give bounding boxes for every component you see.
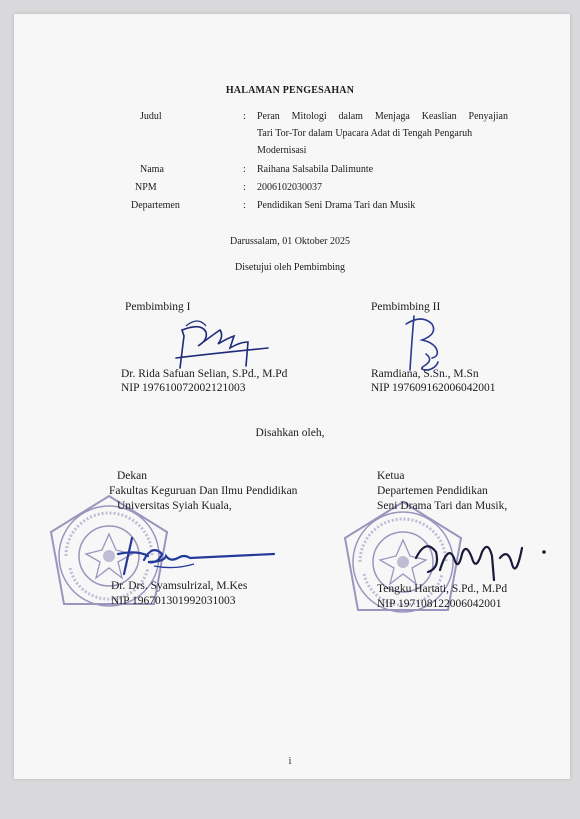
- supervisor1-role: Pembimbing I: [125, 301, 191, 313]
- dean-nip: NIP 196701301992031003: [111, 595, 236, 607]
- npm-colon: :: [243, 182, 246, 193]
- head-unit-line-2: Seni Drama Tari dan Musik,: [377, 500, 508, 512]
- judul-line-1: Peran Mitologi dalam Menjaga Keaslian Penyajian: [257, 111, 508, 122]
- supervisor1-nip: NIP 197610072002121003: [121, 382, 246, 394]
- nama-colon: :: [243, 164, 246, 175]
- ratified-by: Disahkan oleh,: [255, 427, 325, 439]
- judul-label: Judul: [140, 111, 162, 122]
- dean-unit-line-2: Universitas Syiah Kuala,: [117, 500, 232, 512]
- head-title: Ketua: [377, 470, 405, 482]
- judul-colon: :: [243, 111, 246, 122]
- dean-unit-line-1: Fakultas Keguruan Dan Ilmu Pendidikan: [109, 485, 298, 497]
- head-nip: NIP 197108122006042001: [377, 598, 502, 610]
- head-signature: [396, 528, 556, 588]
- head-unit-line-1: Departemen Pendidikan: [377, 485, 488, 497]
- judul-line-3: Modernisasi: [257, 145, 307, 156]
- judul-line-2: Tari Tor-Tor dalam Upacara Adat di Tengah Pengaruh: [257, 128, 473, 139]
- npm-value: 2006102030037: [257, 182, 322, 193]
- dean-signature: [104, 530, 284, 580]
- departemen-label: Departemen: [131, 200, 180, 211]
- departemen-value: Pendidikan Seni Drama Tari dan Musik: [257, 200, 416, 211]
- head-name: Tengku Hartati, S.Pd., M.Pd: [377, 583, 508, 595]
- supervisor2-nip: NIP 197609162006042001: [371, 382, 496, 394]
- npm-label: NPM: [135, 182, 157, 193]
- page-title: HALAMAN PENGESAHAN: [225, 85, 355, 96]
- page-number: i: [288, 756, 292, 767]
- supervisor1-name: Dr. Rida Safuan Selian, S.Pd., M.Pd: [121, 368, 288, 380]
- nama-value: Raihana Salsabila Dalimunte: [257, 164, 374, 175]
- place-date: Darussalam, 01 Oktober 2025: [230, 236, 350, 247]
- nama-label: Nama: [140, 164, 164, 175]
- departemen-colon: :: [243, 200, 246, 211]
- supervisor2-role: Pembimbing II: [371, 301, 441, 313]
- supervisor2-name: Ramdiana, S.Sn., M.Sn: [371, 368, 479, 380]
- dean-title: Dekan: [117, 470, 148, 482]
- approved-by: Disetujui oleh Pembimbing: [235, 262, 345, 273]
- dean-name: Dr. Drs. Syamsulrizal, M.Kes: [111, 580, 248, 592]
